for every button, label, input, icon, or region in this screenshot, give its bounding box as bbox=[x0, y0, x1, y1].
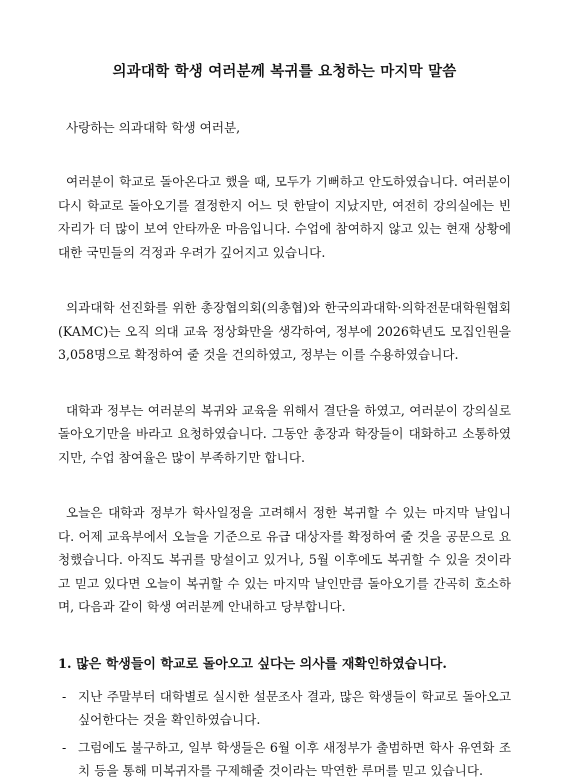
section-heading: 1. 많은 학생들이 학교로 돌아오고 싶다는 의사를 재확인하였습니다. bbox=[58, 656, 447, 672]
paragraph-4: 오늘은 대학과 정부가 학사일정을 고려해서 정한 복귀할 수 있는 마지막 날입니다. 어제 교육부에서 오늘을 기준으로 유급 대상자를 확정하여 줄 것을 공문으로 요청했습니다. 아직도 복귀를 망설이고 있거나, 5월 이후에도 복귀할 수 있을 것이라고 믿고 있다면 오늘이 복귀할 수 있는 마지막 날인만큼 돌아오기를 간곡히 호소하며, 다음과 같이 학생 여러분께 안내하고 당부합니다. bbox=[58, 505, 511, 614]
document-title: 의과대학 학생 여러분께 복귀를 요청하는 마지막 말씀 bbox=[112, 63, 457, 80]
list-item bbox=[58, 685, 511, 732]
greeting: 사랑하는 의과대학 학생 여러분, bbox=[66, 120, 241, 135]
bullet-text: 지난 주말부터 대학별로 실시한 설문조사 결과, 많은 학생들이 학교로 돌아오고 싶어한다는 것을 확인하였습니다. bbox=[78, 688, 511, 727]
paragraph-3: 대학과 정부는 여러분의 복귀와 교육을 위해서 결단을 하였고, 여러분이 강의실로 돌아오기만을 바라고 요청하였습니다. 그동안 총장과 학장들이 대화하고 소통하였지만, 수업 참여율은 많이 부족하기만 합니다. bbox=[58, 402, 511, 465]
bullet-dash: - bbox=[62, 688, 67, 704]
bullet-text: 그럼에도 불구하고, 일부 학생들은 6월 이후 새정부가 출범하면 학사 유연화 조치 등을 통해 미복귀자를 구제해줄 것이라는 막연한 루머를 믿고 있습니다. bbox=[78, 739, 511, 778]
bullet-list bbox=[58, 685, 511, 783]
paragraph-2: 의과대학 선진화를 위한 총장협의회(의총협)와 한국의과대학·의학전문대학원협회(KAMC)는 오직 의대 교육 정상화만을 생각하여, 정부에 2026학년도 모집인원을 3,058명으로 확정하여 줄 것을 건의하였고, 정부는 이를 수용하였습니다. bbox=[58, 300, 511, 362]
paragraph-1: 여러분이 학교로 돌아온다고 했을 때, 모두가 기뻐하고 안도하였습니다. 여러분이 다시 학교로 돌아오기를 결정한지 어느 덧 한달이 지났지만, 여전히 강의실에는 빈자리가 더 많이 보여 안타까운 마음입니다. 수업에 참여하지 않고 있는 현재 상황에 대한 국민들의 걱정과 우려가 깊어지고 있습니다. bbox=[58, 174, 511, 260]
bullet-dash: - bbox=[62, 739, 67, 755]
